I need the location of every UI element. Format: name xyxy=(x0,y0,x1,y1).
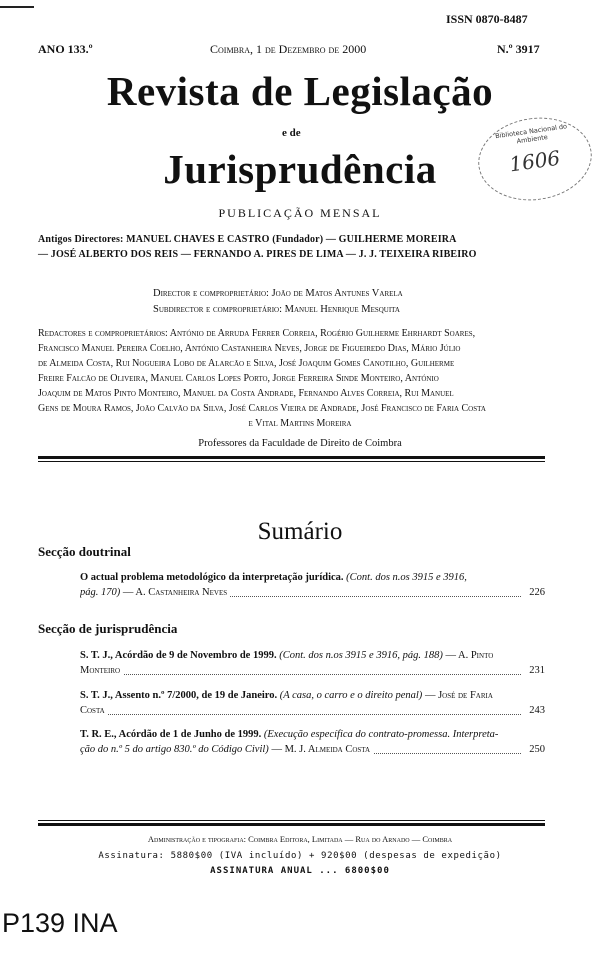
publication-frequency: PUBLICAÇÃO MENSAL xyxy=(218,206,382,220)
entry-note: (Execução específica do contrato-promessa. Interpreta- xyxy=(263,729,499,740)
section-jurisprudence-heading: Secção de jurisprudência xyxy=(38,621,178,636)
entry-note: (A casa, o carro e o direito penal) xyxy=(279,690,423,701)
editors-line-7: e Vital Martins Moreira xyxy=(248,418,352,429)
entry-page: 250 xyxy=(525,742,545,757)
entry-page: 226 xyxy=(525,585,545,600)
editors-line-6: Gens de Moura Ramos, João Calvão da Silva, José Carlos Vieira de Andrade, José Francisco de Faria Costa xyxy=(38,403,486,414)
issue-date: Coimbra, 1 de Dezembro de 2000 xyxy=(210,42,367,56)
corner-scan-mark xyxy=(0,6,34,8)
title-line-1: Revista de Legislação xyxy=(106,68,494,114)
toc-entry[interactable] xyxy=(80,727,545,757)
title-line-2: Jurisprudência xyxy=(163,146,437,192)
section-doctrinal-heading: Secção doutrinal xyxy=(38,544,131,559)
entry-author-cont: Monteiro xyxy=(80,665,123,676)
leader-dots xyxy=(80,714,521,715)
title-connector: e de xyxy=(282,127,301,139)
editors-line-5: Joaquim de Matos Pinto Monteiro, Manuel da Costa Andrade, Fernando Alves Correia, Rui Manuel xyxy=(38,388,454,399)
entry-author-cont: Costa xyxy=(80,705,108,716)
entry-note-cont: ção do n.º 5 do artigo 830.º do Código Civil) xyxy=(80,744,269,755)
entry-title: O actual problema metodológico da interpretação jurídica. xyxy=(80,572,344,583)
editors-line-3: de Almeida Costa, Rui Nogueira Lobo de Alarcão e Silva, José Joaquim Gomes Canotilho, Guilherme xyxy=(38,358,455,369)
subdirector: Subdirector e comproprietário: Manuel Henrique Mesquita xyxy=(153,304,400,315)
entry-page: 243 xyxy=(525,703,545,718)
director: Director e comproprietário: João de Matos Antunes Varela xyxy=(153,288,403,299)
rule-bottom-thin xyxy=(38,820,545,821)
footer-admin: Administração e tipografia: Coimbra Editora, Limitada — Rua do Arnado — Coimbra xyxy=(147,834,453,844)
summary-heading: Sumário xyxy=(257,518,343,545)
entry-title: S. T. J., Acórdão de 9 de Novembro de 1999. xyxy=(80,650,277,661)
toc-entry[interactable] xyxy=(80,688,545,718)
toc-entry[interactable] xyxy=(80,570,545,600)
volume-year: ANO 133.º xyxy=(38,42,93,56)
issue-number: N.º 3917 xyxy=(497,42,540,56)
library-stamp xyxy=(473,110,597,207)
former-directors-line-2: — JOSÉ ALBERTO DOS REIS — FERNANDO A. PIRES DE LIMA — J. J. TEIXEIRA RIBEIRO xyxy=(38,249,477,260)
entry-continuation: (Cont. dos n.os 3915 e 3916, xyxy=(346,572,467,583)
stamp-handwritten-number: 1606 xyxy=(507,145,562,177)
entry-page: 231 xyxy=(525,663,545,678)
toc-entry[interactable] xyxy=(80,648,545,678)
rule-top-thin xyxy=(38,461,545,462)
entry-title: T. R. E., Acórdão de 1 de Junho de 1999. xyxy=(80,729,262,740)
entry-note: (Cont. dos n.os 3915 e 3916, pág. 188) xyxy=(279,650,443,661)
entry-author: — A. Castanheira Neves xyxy=(122,587,228,598)
entry-author: — A. Pinto xyxy=(445,650,494,661)
footer-annual-subscription: ASSINATURA ANUAL ... 6800$00 xyxy=(210,866,390,876)
entry-author: — M. J. Almeida Costa xyxy=(271,744,371,755)
scan-label: P139 INA xyxy=(2,908,118,938)
editors-affiliation: Professores da Faculdade de Direito de Coimbra xyxy=(198,438,402,449)
entry-author: — José de Faria xyxy=(424,690,493,701)
leader-dots xyxy=(80,674,521,675)
stamp-ring-text: Biblioteca Nacional do Ambiente xyxy=(494,122,568,146)
editors-line-4: Freire Falcão de Oliveira, Manuel Carlos Lopes Porto, Jorge Ferreira Sinde Monteiro, António xyxy=(38,373,439,384)
footer-subscription: Assinatura: 5880$00 (IVA incluído) + 920$00 (despesas de expedição) xyxy=(98,851,502,861)
entry-title: S. T. J., Assento n.º 7/2000, de 19 de Janeiro. xyxy=(80,690,278,701)
issn: ISSN 0870-8487 xyxy=(446,12,528,26)
editors-line-2: Francisco Manuel Pereira Coelho, António Castanheira Neves, Jorge de Figueiredo Dias, Mário Júlio xyxy=(38,343,461,354)
former-directors-line-1: Antigos Directores: MANUEL CHAVES E CASTRO (Fundador) — GUILHERME MOREIRA xyxy=(38,234,457,245)
editors-line-1: Redactores e comproprietários: António de Arruda Ferrer Correia, Rogério Guilherme Ehrhardt Soares, xyxy=(38,328,476,339)
rule-bottom-thick xyxy=(38,823,545,826)
rule-top-thick xyxy=(38,456,545,459)
entry-continuation-page: pág. 170) xyxy=(80,587,121,598)
